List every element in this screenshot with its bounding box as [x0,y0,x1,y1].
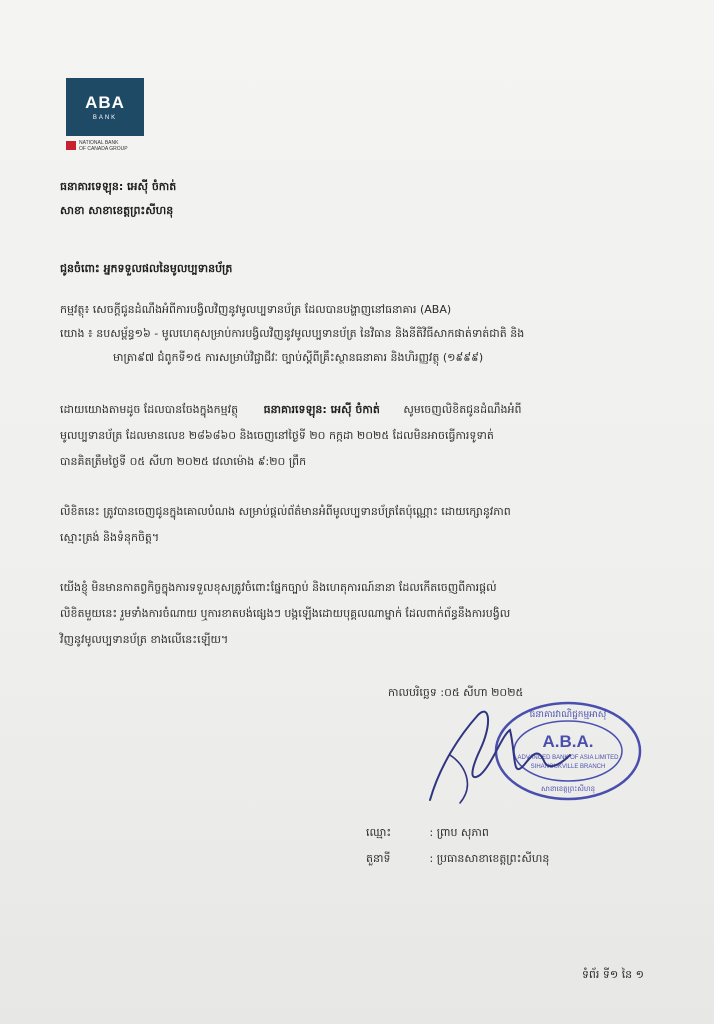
signature-stamp-area [420,695,660,815]
letter-date: កាលបរិច្ឆេទ :០៥ សីហា ២០២៥ [388,686,524,699]
page-number: ទំព័រ ទី១ នៃ ១ [581,968,644,981]
bank-logo [66,78,144,152]
para1-intro: ដោយយោងតាមដូច ដែលបានចែងក្នុងកម្មវត្ថុ [60,403,239,416]
stamp-top-text: ធនាគារវាណិជ្ជកម្មអាស៊ី [529,710,607,720]
sender-bank: ធនាគារទេឡុន: អេស៊ី ចំកាត់ [60,180,177,193]
logo-abbr: ABA [85,93,125,112]
para2-line-1: លិខិតនេះ ត្រូវបានចេញជូនក្នុងគោលបំណង សម្រាប់ផ្តល់ព័ត៌មានអំពីមូលប្បទានប័ត្រតែប៉ុណ្ណោះ ដោយក្សោនូវភាព [60,505,511,518]
official-stamp [420,695,660,815]
para2-line-2: ស្មោះត្រង់ និងទំនុកចិត្ត។ [60,531,160,544]
national-bank-icon [66,141,76,150]
signatory-title-label: តួនាទី [366,852,391,865]
para1-line-1 [60,403,522,419]
signatory-name-row [366,826,489,842]
signatory-title: : ប្រធានសាខាខេត្តព្រះសីហនុ [429,852,550,865]
logo-group-text: NATIONAL BANK OF CANADA GROUP [79,140,128,152]
recipient: ជូនចំពោះ អ្នកទទួលផលនៃមូលប្បទានប័ត្រ [60,262,233,275]
logo-group-row [66,140,144,152]
para1-bank-name: ធនាគារទេឡុន: អេស៊ី ចំកាត់ [263,403,380,416]
sender-branch: សាខា សាខាខេត្តព្រះសីហនុ [60,204,174,217]
stamp-abbr: A.B.A. [542,732,594,751]
para3-line-1: យើងខ្ញុំ មិនមានកាតព្វកិច្ចក្នុងការទទួលខុសត្រូវចំពោះផ្នែកច្បាប់ និងហេតុការណ៍នានា ដែលកើតចេញពីការផ្តល់ [60,581,497,594]
para3-line-2: លិខិតមួយនេះ រួមទាំងការចំណាយ ឬការខាតបង់ផ្សេងៗ បង្កឡើងដោយបុគ្គលណាម្នាក់ ដែលពាក់ព័ន្ធនឹងការបង្វិល [60,607,511,620]
subject-line: កម្មវត្ថុ៖ សេចក្តីជូនដំណឹងអំពីការបង្វិលវិញនូវមូលប្បទានប័ត្រ ដែលបានបង្ហាញនៅធនាគារ (ABA) [60,303,452,316]
signatory-name: : ព្រាប សុភាព [429,826,489,839]
signatory-name-label: ឈ្មោះ [366,826,392,839]
logo-sub: BANK [92,115,118,121]
reference-line-2: មាត្រា៩៧ ជំពូកទី១៥ ការសម្រាប់វិជ្ជាជីវៈ ច្បាប់ស្តីពីគ្រឹះស្ថានធនាគារ និងហិរញ្ញវត្ថុ (១៩៩៩) [113,351,484,364]
stamp-en-1: ADVANCED BANK OF ASIA LIMITED [517,755,619,761]
signatory-title-row [366,852,549,868]
stamp-bottom-text: សាខាខេត្តព្រះសីហនុ [540,785,596,793]
stamp-inner-ring [514,721,622,781]
stamp-en-2: SIHANOUKVILLE BRANCH [530,764,606,770]
para1-line-3: បានគិតត្រឹមថ្ងៃទី ០៥ សីហា ២០២៥ វេលាម៉ោង ៩:២០ ព្រឹក [60,455,307,468]
para1-line-2: មូលប្បទានប័ត្រ ដែលមានលេខ ២៨៦៨៦០ និងចេញនៅថ្ងៃទី ២០ កក្កដា ២០២៥ ដែលមិនអាចធ្វើការទូទាត់ [60,429,494,442]
signature-stroke-icon [450,755,467,803]
para3-line-3: វិញនូវមូលប្បទានប័ត្រ ខាងលើនេះឡើយ។ [60,633,229,646]
logo-box [66,78,144,136]
reference-line-1: យោង ៖ នបសម្ព័ន្ធ១៦ - មូលហេតុសម្រាប់ការបង្វិលវិញនូវមូលប្បទានប័ត្រ នៃវិធាន និងនីតិវិធីសាកផាត់ទាត់ជាតិ និង [60,327,525,340]
para1-action: សូមចេញលិខិតជូនដំណឹងអំពី [403,403,522,416]
